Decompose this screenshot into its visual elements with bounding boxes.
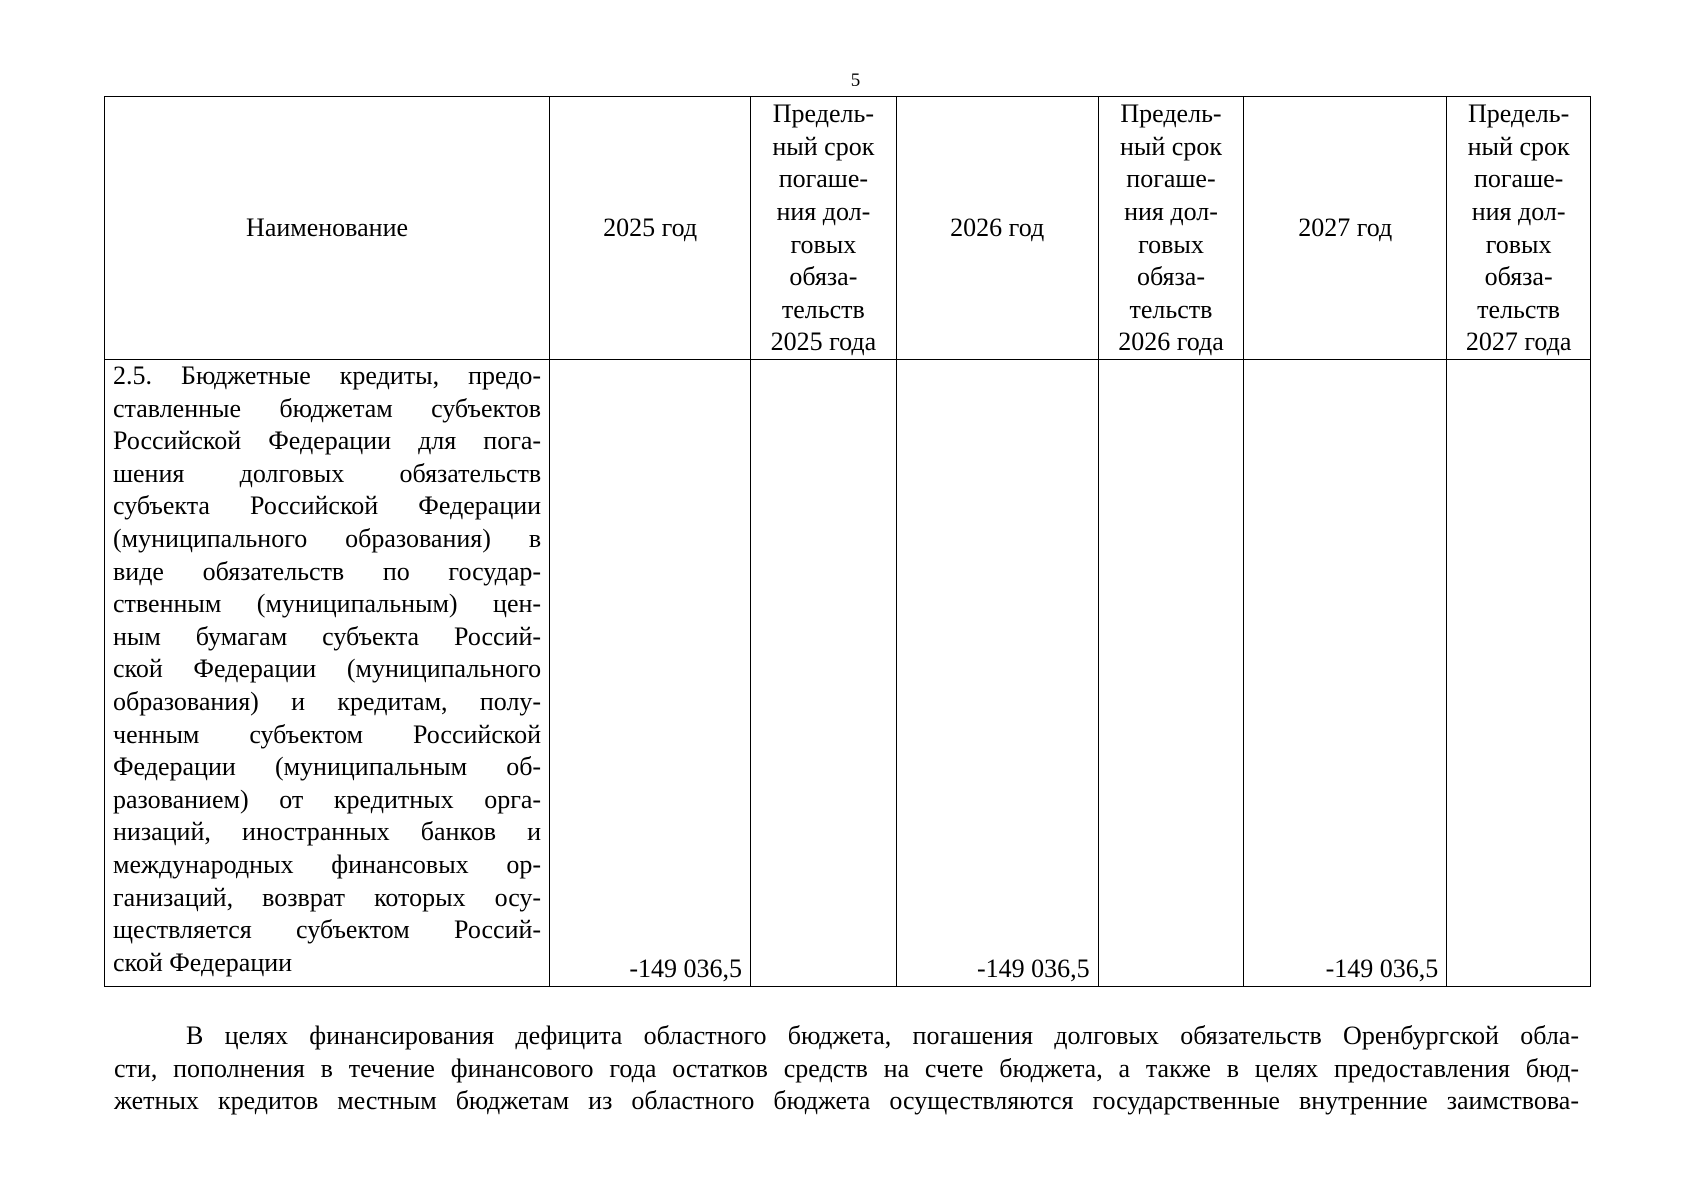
row-name-line: (муниципального образования) в [113,523,542,553]
header-term-2027 [1447,97,1591,360]
value-2026: -149 036,5 [896,360,1098,987]
row-name-line: ществляется субъектом Россий- [113,915,542,945]
header-term-line: обяза- [1484,262,1553,292]
row-name-line: виде обязательств по государ- [113,556,542,586]
header-term-line: обяза- [789,262,858,292]
row-name-line: ставленные бюджетам субъектов [113,393,542,423]
row-name-line: субъекта Российской Федерации [113,491,542,521]
header-name: Наименование [105,97,550,360]
header-term-line: тельств [781,294,865,324]
row-name-line: низаций, иностранных банков и [113,817,542,847]
row-name-line: 2.5. Бюджетные кредиты, предо- [113,361,542,390]
table-row [105,360,1591,987]
header-term-line: обяза- [1136,262,1205,292]
row-name-line: ным бумагам субъекта Россий- [113,621,542,651]
budget-credits-table [104,96,1591,987]
header-term-line: ный срок [772,131,875,161]
header-term-line: Предель- [1120,99,1222,129]
page-number: 5 [850,70,861,91]
row-name-line: Федерации (муниципальным об- [113,752,542,782]
header-term-line: ный срок [1467,131,1570,161]
header-term-line: говых [790,229,857,259]
header-term-line: говых [1138,229,1204,259]
row-name-line: шения долговых обязательств [113,458,542,488]
header-year-2027: 2027 год [1244,97,1447,360]
header-term-line: 2026 года [1118,327,1224,357]
row-name-line: ганизаций, возврат которых осу- [113,882,542,912]
paragraph-line: сти, пополнения в течение финансового года остатков средств на счете бюджета, а также в целях предоставления бюд- [114,1053,1579,1083]
header-term-line: 2027 года [1465,327,1572,357]
header-term-line: Предель- [772,99,874,129]
row-name-line: ственным (муниципальным) цен- [113,589,542,619]
row-name-line: ченным субъектом Российской [113,719,542,749]
header-year-2026: 2026 год [896,97,1098,360]
header-year-2025: 2025 год [550,97,751,360]
header-term-line: ния дол- [1471,197,1566,227]
header-term-2026 [1098,97,1244,360]
header-term-line: погаше- [1126,164,1216,194]
body-paragraph [114,1020,1579,1118]
header-term-line: тельств [1129,294,1213,324]
term-2025-cell [751,360,897,987]
paragraph-line: жетных кредитов местным бюджетам из областного бюджета осуществляются государственные внутренние заимствова- [114,1086,1579,1115]
header-term-line: ния дол- [776,197,871,227]
header-term-line: ния дол- [1124,197,1218,227]
term-2026-cell [1098,360,1244,987]
header-term-line: Предель- [1468,99,1570,129]
row-name-line: разованием) от кредитных орга- [113,784,542,814]
row-name [105,360,550,987]
header-term-line: 2025 года [770,327,877,357]
table-header-row [105,97,1591,360]
term-2027-cell [1447,360,1591,987]
paragraph-line: В целях финансирования дефицита областного бюджета, погашения долговых обязательств Оренбургской обла- [186,1021,1579,1050]
row-name-line: образования) и кредитам, полу- [113,686,542,716]
row-name-line: Российской Федерации для пога- [113,426,542,456]
row-name-line: международных финансовых ор- [113,849,542,879]
header-term-line: ный срок [1119,131,1222,161]
value-2025: -149 036,5 [550,360,751,987]
header-term-2025 [751,97,897,360]
header-term-line: погаше- [778,164,869,194]
header-term-line: погаше- [1473,164,1564,194]
header-term-line: тельств [1477,294,1561,324]
value-2027: -149 036,5 [1244,360,1447,987]
header-term-line: говых [1485,229,1552,259]
row-name-line: ской Федерации [113,947,293,977]
row-name-line: ской Федерации (муниципального [113,654,542,684]
